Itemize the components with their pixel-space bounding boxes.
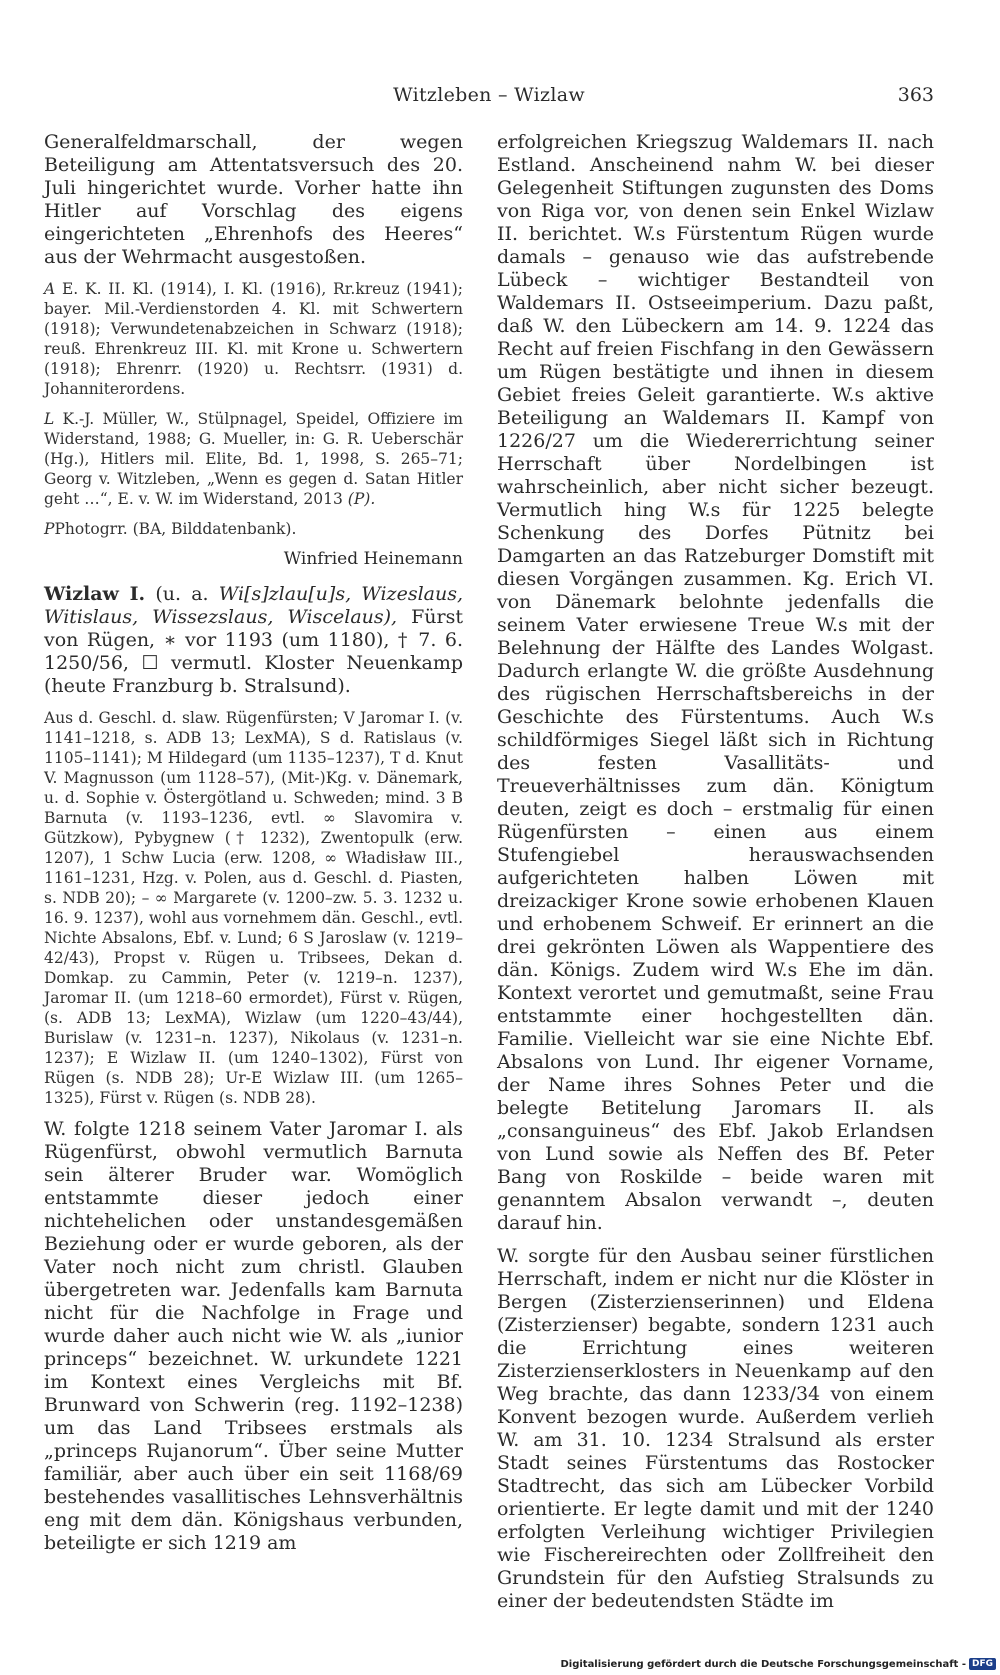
entry-heading: [44, 583, 463, 698]
right-column: [497, 131, 934, 1623]
entry-alias: Wi[s]zlau[u]s, Wizeslaus, Witislaus, Wissezslaus, Wiscelaus),: [44, 583, 463, 628]
entry-name: Wizlaw I.: [44, 583, 146, 605]
literature-text: K.-J. Müller, W., Stülpnagel, Speidel, Offiziere im Widerstand, 1988; G. Mueller, in: G. R. Ueberschär (Hg.), Hitlers mil. Elite, Bd. 1, 1998, S. 265–71; Georg v. Witzleben, „Wenn es gegen d. Satan Hitler geht …“, E. v. W. im Widerstand, 2013: [44, 410, 463, 508]
entry-details: Fürst von Rügen, ∗ vor 1193 (um 1180), † 7. 6. 1250/56, ☐ vermutl. Kloster Neuenkamp (heute Franzburg b. Stralsund).: [44, 606, 463, 697]
awards-sigil: A: [44, 280, 56, 298]
paragraph: W. sorgte für den Ausbau seiner fürstlichen Herrschaft, indem er nicht nur die Klöster in Bergen (Zisterzienserinnen) und Eldena (Zisterzienser) begabte, sondern 1231 auch die Errichtung eines weiteren Zisterzienserklosters in Neuenkamp auf den Weg brachte, das dann 1233/34 von einem Konvent bezogen wurde. Außerdem verlieh W. am 31. 10. 1234 Stralsund als erster Stadt seines Fürstentums das Rostocker Stadtrecht, das sich am Lübecker Vorbild orientierte. Er legte damit und mit der 1240 erfolgten Verleihung wichtiger Privilegien wie Fischereirechten oder Zollfreiheit den Grundstein für den Aufstieg Stralsunds zu einer der bedeutendsten Städte im: [497, 1245, 934, 1612]
literature-end: (P).: [347, 490, 376, 508]
paragraph: W. folgte 1218 seinem Vater Jaromar I. als Rügenfürst, obwohl vermutlich Barnuta sein älterer Bruder war. Womöglich entstammte dieser jedoch einer nichtehelichen oder unstandesgemäßen Beziehung oder er wurde geboren, als der Vater noch nicht zum christl. Glauben übergetreten war. Jedenfalls kam Barnuta nicht für die Nachfolge in Frage und wurde daher auch nicht wie W. als „iunior princeps“ bezeichnet. W. urkundete 1221 im Kontext eines Vergleichs mit Bf. Brunward von Schwerin (reg. 1192–1238) um das Land Tribsees erstmals als „princeps Rujanorum“. Über seine Mutter familiär, aber auch über ein seit 1168/69 bestehendes vasallitisches Lehnsverhältnis eng mit dem dän. Königshaus verbunden, beteiligte er sich 1219 am: [44, 1118, 463, 1554]
footer-text: Digitalisierung gefördert durch die Deutsche Forschungsgemeinschaft -: [560, 1658, 966, 1670]
literature-sigil: L: [44, 410, 55, 428]
awards-text: E. K. II. Kl. (1914), I. Kl. (1916), Rr.kreuz (1941); bayer. Mil.-Verdienstorden 4. Kl. mit Schwertern (1918); Verwundetenabzeichen in Schwarz (1918); reuß. Ehrenkreuz III. Kl. mit Krone u. Schwertern (1918); Ehrenrr. (1920) u. Rechtsrr. (1931) d. Johanniterordens.: [44, 280, 463, 398]
left-column: [44, 131, 463, 1565]
portrait-text: Photogrr. (BA, Bilddatenbank).: [54, 520, 297, 538]
digitization-footer: [560, 1653, 996, 1675]
paragraph: Generalfeldmarschall, der wegen Beteiligung am Attentatsversuch des 20. Juli hingerichtet wurde. Vorher hatte ihn Hitler auf Vorschlag des eigens eingerichteten „Ehrenhofs des Heeres“ aus der Wehrmacht ausgestoßen.: [44, 131, 463, 268]
running-title: Witzleben – Wizlaw: [393, 84, 585, 106]
portrait-section: [44, 519, 463, 539]
paragraph: erfolgreichen Kriegszug Waldemars II. nach Estland. Anscheinend nahm W. bei dieser Gelegenheit Stiftungen zugunsten des Doms von Riga vor, von denen sein Enkel Wizlaw II. berichtet. W.s Fürstentum Rügen wurde damals – genauso wie das aufstrebende Lübeck – wichtiger Bestandteil von Waldemars II. Ostseeimperium. Dazu paßt, daß W. den Lübeckern am 14. 9. 1224 das Recht auf freien Fischfang in den Gewässern um Rügen bestätigte und ihnen in diesem Gebiet freies Geleit garantierte. W.s aktive Beteiligung an Waldemars II. Kampf von 1226/27 um die Wiedererrichtung seiner Herrschaft über Nordelbingen ist wahrscheinlich, aber nicht sicher bezeugt. Vermutlich hing W.s für 1225 belegte Schenkung des Dorfes Pütnitz bei Damgarten an das Ratzeburger Domstift mit diesen Vorgängen zusammen. Kg. Erich VI. von Dänemark belohnte jedenfalls die seinem Vater erwiesene Treue W.s mit der Belehnung der Hälfte des Landes Wolgast. Dadurch erlangte W. die größte Ausdehnung des rügischen Herrschaftsbereichs in der Geschichte des Fürstentums. Auch W.s schildförmiges Siegel läßt sich in Richtung des festen Vasallitäts- und Treueverhältnisses zum dän. Königtum deuten, zeigt es doch – erstmalig für einen Rügenfürsten – einen aus einem Stufengiebel herauswachsenden aufgerichteten halben Löwen mit dreizackiger Krone sowie erhobenen Klauen und erhobenem Schweif. Er erinnert an die drei gekrönten Löwen als Wappentiere des dän. Königs. Zudem wird W.s Ehe im dän. Kontext verortet und gemutmaßt, seine Frau entstammte einer hochgestellten dän. Familie. Vielleicht war sie eine Nichte Ebf. Absalons von Lund. Ihr eigener Vorname, der Name ihres Sohnes Peter und die belegte Betitelung Jaromars II. als „consanguineus“ des Ebf. Jakob Erlandsen von Lund sowie als Neffen des Bf. Peter Bang von Roskilde – beide waren mit genanntem Absalon verwandt –, deuten darauf hin.: [497, 131, 934, 1234]
awards-section: [44, 279, 463, 399]
genealogy-section: Aus d. Geschl. d. slaw. Rügenfürsten; V Jaromar I. (v. 1141–1218, s. ADB 13; LexMA), S d. Ratislaus (v. 1105–1141); M Hildegard (um 1135–1237), T d. Knut V. Magnusson (um 1128–57), (Mit-)Kg. v. Dänemark, u. d. Sophie v. Östergötland u. Schweden; mind. 3 B Barnuta (v. 1193–1236, evtl. ∞ Slavomira v. Gützkow), Pybygnew († 1232), Zwentopulk (erw. 1207), 1 Schw Lucia (erw. 1208, ∞ Władisław III., 1161–1231, Hzg. v. Polen, aus d. Geschl. d. Piasten, s. NDB 20); – ∞ Margarete (v. 1200–zw. 5. 3. 1232 u. 16. 9. 1237), wohl aus vornehmem dän. Geschl., evtl. Nichte Absalons, Ebf. v. Lund; 6 S Jaroslaw (v. 1219–42/43), Propst v. Rügen u. Tribsees, Dekan d. Domkap. zu Cammin, Peter (v. 1219–n. 1237), Jaromar II. (um 1218–60 ermordet), Fürst v. Rügen, (s. ADB 13; LexMA), Wizlaw (um 1220–43/44), Burislaw (v. 1231–n. 1237), Nikolaus (v. 1231–n. 1237); E Wizlaw II. (um 1240–1302), Fürst von Rügen (s. NDB 28); Ur-E Wizlaw III. (um 1265–1325), Fürst v. Rügen (s. NDB 28).: [44, 709, 463, 1107]
article-author: Winfried Heinemann: [283, 549, 463, 569]
running-head: [44, 84, 934, 112]
literature-section: [44, 409, 463, 509]
dfg-logo: DFG: [969, 1658, 996, 1670]
page-number: 363: [897, 84, 934, 106]
entry-alias-prefix: (u. a.: [155, 583, 209, 605]
portrait-sigil: P: [44, 520, 55, 538]
